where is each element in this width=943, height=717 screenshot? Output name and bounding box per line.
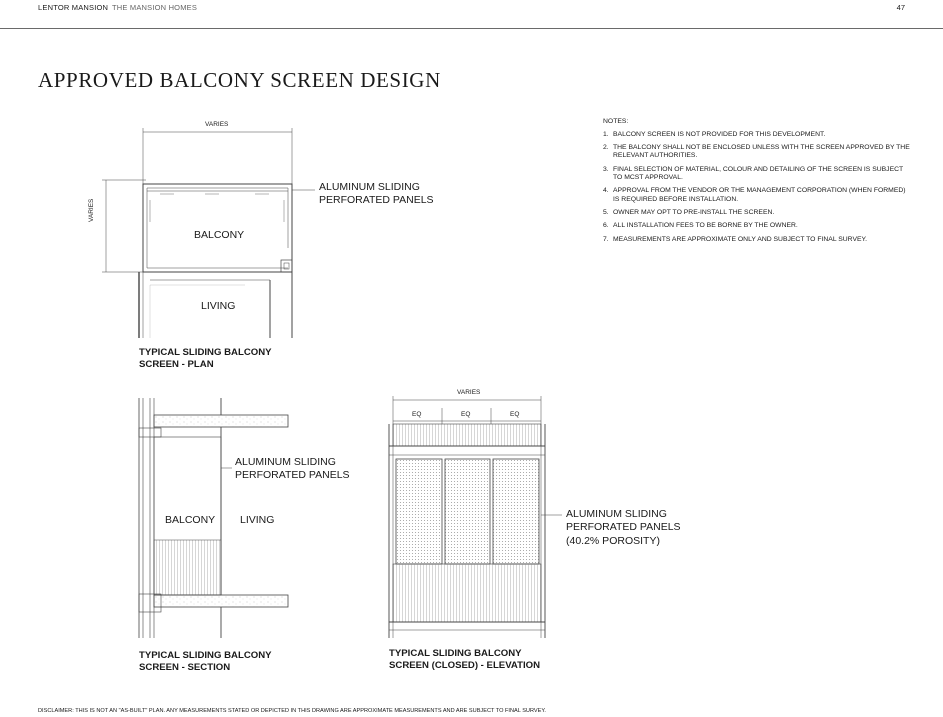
notes-heading: NOTES: xyxy=(603,118,629,125)
plan-panel-label-1: ALUMINUM SLIDING xyxy=(319,181,420,193)
note-text: OWNER MAY OPT TO PRE-INSTALL THE SCREEN. xyxy=(613,209,775,217)
section-living-label: LIVING xyxy=(240,514,275,526)
plan-varies-side: VARIES xyxy=(88,198,95,222)
page-number: 47 xyxy=(896,3,905,12)
section-panel-label-1: ALUMINUM SLIDING xyxy=(235,456,336,468)
note-number: 3. xyxy=(603,165,609,173)
elevation-caption: TYPICAL SLIDING BALCONY SCREEN (CLOSED) - ELEVATION xyxy=(389,648,541,671)
note-number: 1. xyxy=(603,130,609,138)
note-text: APPROVAL FROM THE VENDOR OR THE MANAGEMENT CORPORATION (WHEN FORMED) IS REQUIRED BEFORE INSTALLATION. xyxy=(613,187,906,203)
note-text: FINAL SELECTION OF MATERIAL, COLOUR AND DETAILING OF THE SCREEN IS SUBJECT TO MCST APPROVAL. xyxy=(613,165,904,182)
note-text: ALL INSTALLATION FEES TO BE BORNE BY THE OWNER. xyxy=(613,222,798,230)
section-panel-label-2: PERFORATED PANELS xyxy=(235,469,350,481)
note-number: 6. xyxy=(603,222,609,230)
elevation-eq-1: EQ xyxy=(412,411,422,418)
elevation-panel-label-1: ALUMINUM SLIDING xyxy=(566,508,667,520)
plan-panel-label-2: PERFORATED PANELS xyxy=(319,194,434,206)
brand-subtitle: THE MANSION HOMES xyxy=(112,3,198,12)
elevation-drawing xyxy=(389,396,562,638)
elevation-panel-label-2: PERFORATED PANELS xyxy=(566,521,681,533)
elevation-varies: VARIES xyxy=(457,389,481,396)
elevation-panel-label-3: (40.2% POROSITY) xyxy=(566,535,660,547)
note-number: 5. xyxy=(603,209,609,217)
elevation-eq-3: EQ xyxy=(510,411,520,418)
section-balcony-label: BALCONY xyxy=(165,514,216,526)
plan-living-label: LIVING xyxy=(201,300,236,312)
note-number: 4. xyxy=(603,187,609,195)
page-title: APPROVED BALCONY SCREEN DESIGN xyxy=(38,68,441,92)
note-text: MEASUREMENTS ARE APPROXIMATE ONLY AND SUBJECT TO FINAL SURVEY. xyxy=(613,235,868,243)
note-text: BALCONY SCREEN IS NOT PROVIDED FOR THIS DEVELOPMENT. xyxy=(613,130,826,138)
note-number: 2. xyxy=(603,143,609,151)
note-text: THE BALCONY SHALL NOT BE ENCLOSED UNLESS WITH THE SCREEN APPROVED BY THE RELEVANT AUTHORITIES. xyxy=(613,143,910,160)
plan-varies-top: VARIES xyxy=(205,121,229,128)
elevation-eq-2: EQ xyxy=(461,411,471,418)
plan-caption: TYPICAL SLIDING BALCONY SCREEN - PLAN xyxy=(139,347,272,370)
brand-name: LENTOR MANSION xyxy=(38,3,109,12)
section-caption: TYPICAL SLIDING BALCONY SCREEN - SECTION xyxy=(139,650,272,673)
disclaimer: DISCLAIMER: THIS IS NOT AN "AS-BUILT" PLAN. ANY MEASUREMENTS STATED OR DEPICTED IN THIS DRAWING ARE APPROXIMATE MEASUREMENTS AND ARE SUBJECT TO FINAL SURVEY. xyxy=(38,708,546,714)
note-number: 7. xyxy=(603,235,609,243)
plan-balcony-label: BALCONY xyxy=(194,229,245,241)
